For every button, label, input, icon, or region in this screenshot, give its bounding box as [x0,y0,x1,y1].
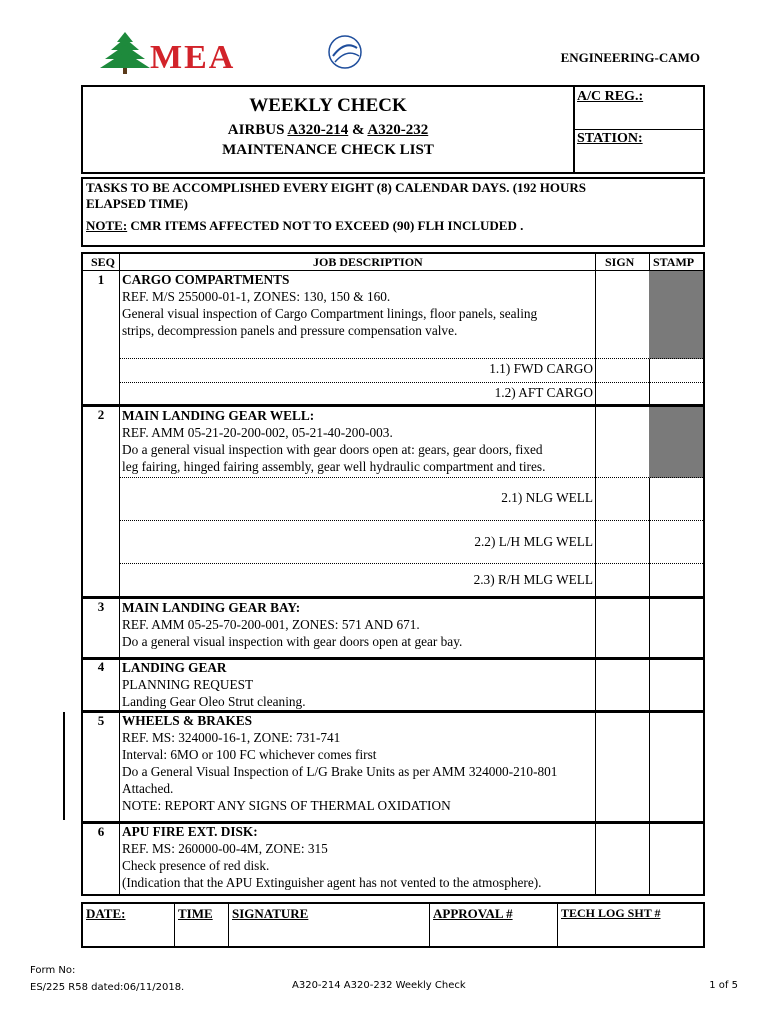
row-line: REF. MS: 260000-00-4M, ZONE: 315 [122,841,328,856]
row-line: Attached. [122,781,174,796]
row-line: REF. MS: 324000-16-1, ZONE: 731-741 [122,730,341,745]
col-divider [429,904,430,946]
cedar-tree-icon [100,32,150,74]
check-table [81,252,705,896]
row-line: leg fairing, hinged fairing assembly, gear well hydraulic compartment and tires. [122,459,546,474]
row-title: APU FIRE EXT. DISK: [122,824,258,839]
page-title: WEEKLY CHECK [249,95,407,116]
row-line: Do a general visual inspection with gear doors open at gear bay. [122,634,463,649]
col-divider-seq [119,254,120,894]
row-seq: 2 [97,407,105,422]
header-job: JOB DESCRIPTION [313,255,423,269]
date-label: DATE: [86,906,126,921]
col-divider [174,904,175,946]
dotted-divider [119,382,703,383]
model-2: A320-232 [367,122,429,138]
sub-item: 2.3) R/H MLG WELL [473,572,593,587]
ac-reg-label: A/C REG.: [577,89,644,104]
station-label: STATION: [577,131,643,146]
row-description [122,712,597,814]
header-stamp: STAMP [653,255,695,269]
sub-item: 1.2) AFT CARGO [494,385,593,400]
stamp-shaded-cell [649,271,703,359]
mea-logo [95,30,375,80]
row-line: REF. AMM 05-25-70-200-001, ZONES: 571 AND 671. [122,617,420,632]
document-title: A320-214 A320-232 Weekly Check [292,980,466,991]
row-seq: 1 [97,272,105,287]
row-line: PLANNING REQUEST [122,677,254,692]
amp: & [348,122,368,138]
row-line: strips, decompression panels and pressure compensation valve. [122,323,458,338]
dotted-divider [119,563,703,564]
logo-letters: MEA [150,39,236,76]
row-line: REF. M/S 255000-01-1, ZONES: 130, 150 & 160. [122,289,391,304]
row-line: General visual inspection of Cargo Compartment linings, floor panels, sealing [122,306,538,321]
col-divider [228,904,229,946]
sub-item: 2.1) NLG WELL [501,490,593,505]
dotted-divider [119,358,703,359]
note-label: NOTE: [86,218,128,233]
row-line: Interval: 6MO or 100 FC whichever comes first [122,747,377,762]
approval-label: APPROVAL # [433,906,513,921]
form-no-label: Form No: [30,965,76,976]
row-line: NOTE: REPORT ANY SIGNS OF THERMAL OXIDATION [122,798,451,813]
signoff-box [81,902,705,948]
tasks-line-1: TASKS TO BE ACCOMPLISHED EVERY EIGHT (8) CALENDAR DAYS. (192 HOURS [86,180,587,195]
row-description [122,823,597,891]
aircraft-models [83,122,573,139]
row-line: Landing Gear Oleo Strut cleaning. [122,694,306,709]
row-title: LANDING GEAR [122,660,227,675]
divider [573,129,703,130]
dotted-divider [119,520,703,521]
header-sign: SIGN [605,255,635,269]
row-seq: 5 [97,713,105,728]
airbus-prefix: AIRBUS [227,122,288,138]
row-line: (Indication that the APU Extinguisher agent has not vented to the atmosphere). [122,875,542,890]
subtitle: MAINTENANCE CHECK LIST [222,142,434,158]
row-description [122,659,597,710]
row-line: Check presence of red disk. [122,858,270,873]
revision-bar [63,712,65,820]
row-title: MAIN LANDING GEAR BAY: [122,600,301,615]
row-seq: 4 [97,659,105,674]
col-divider [557,904,558,946]
dotted-divider [119,477,703,478]
stamp-shaded-cell [649,407,703,478]
tasks-box [81,177,705,247]
row-description [122,271,597,339]
row-description [122,407,597,475]
row-title: MAIN LANDING GEAR WELL: [122,408,315,423]
row-line: REF. AMM 05-21-20-200-002, 05-21-40-200-003. [122,425,393,440]
row-seq: 3 [97,599,105,614]
note-text: CMR ITEMS AFFECTED NOT TO EXCEED (90) FLH INCLUDED . [127,218,524,233]
title-area [83,87,575,172]
tasks-line-2: ELAPSED TIME) [86,196,188,211]
time-label: TIME [178,906,213,921]
department-label: ENGINEERING-CAMO [560,50,700,65]
skyteam-icon [329,36,361,68]
signature-label: SIGNATURE [232,906,309,921]
model-1: A320-214 [287,122,349,138]
row-title: CARGO COMPARTMENTS [122,272,290,287]
page-number: 1 of 5 [709,980,738,991]
sub-item: 2.2) L/H MLG WELL [474,534,593,549]
form-number: ES/225 R58 dated:06/11/2018. [30,982,185,993]
row-description [122,599,597,650]
tech-log-label: TECH LOG SHT # [561,906,661,920]
sub-item: 1.1) FWD CARGO [489,361,593,376]
row-seq: 6 [97,824,105,839]
row-title: WHEELS & BRAKES [122,713,253,728]
title-box [81,85,705,174]
row-line: Do a general visual inspection with gear doors open at: gears, gear doors, fixed [122,442,543,457]
tasks-note [86,218,523,234]
row-line: Do a General Visual Inspection of L/G Brake Units as per AMM 324000-210-801 [122,764,558,779]
header-seq: SEQ [91,255,116,269]
